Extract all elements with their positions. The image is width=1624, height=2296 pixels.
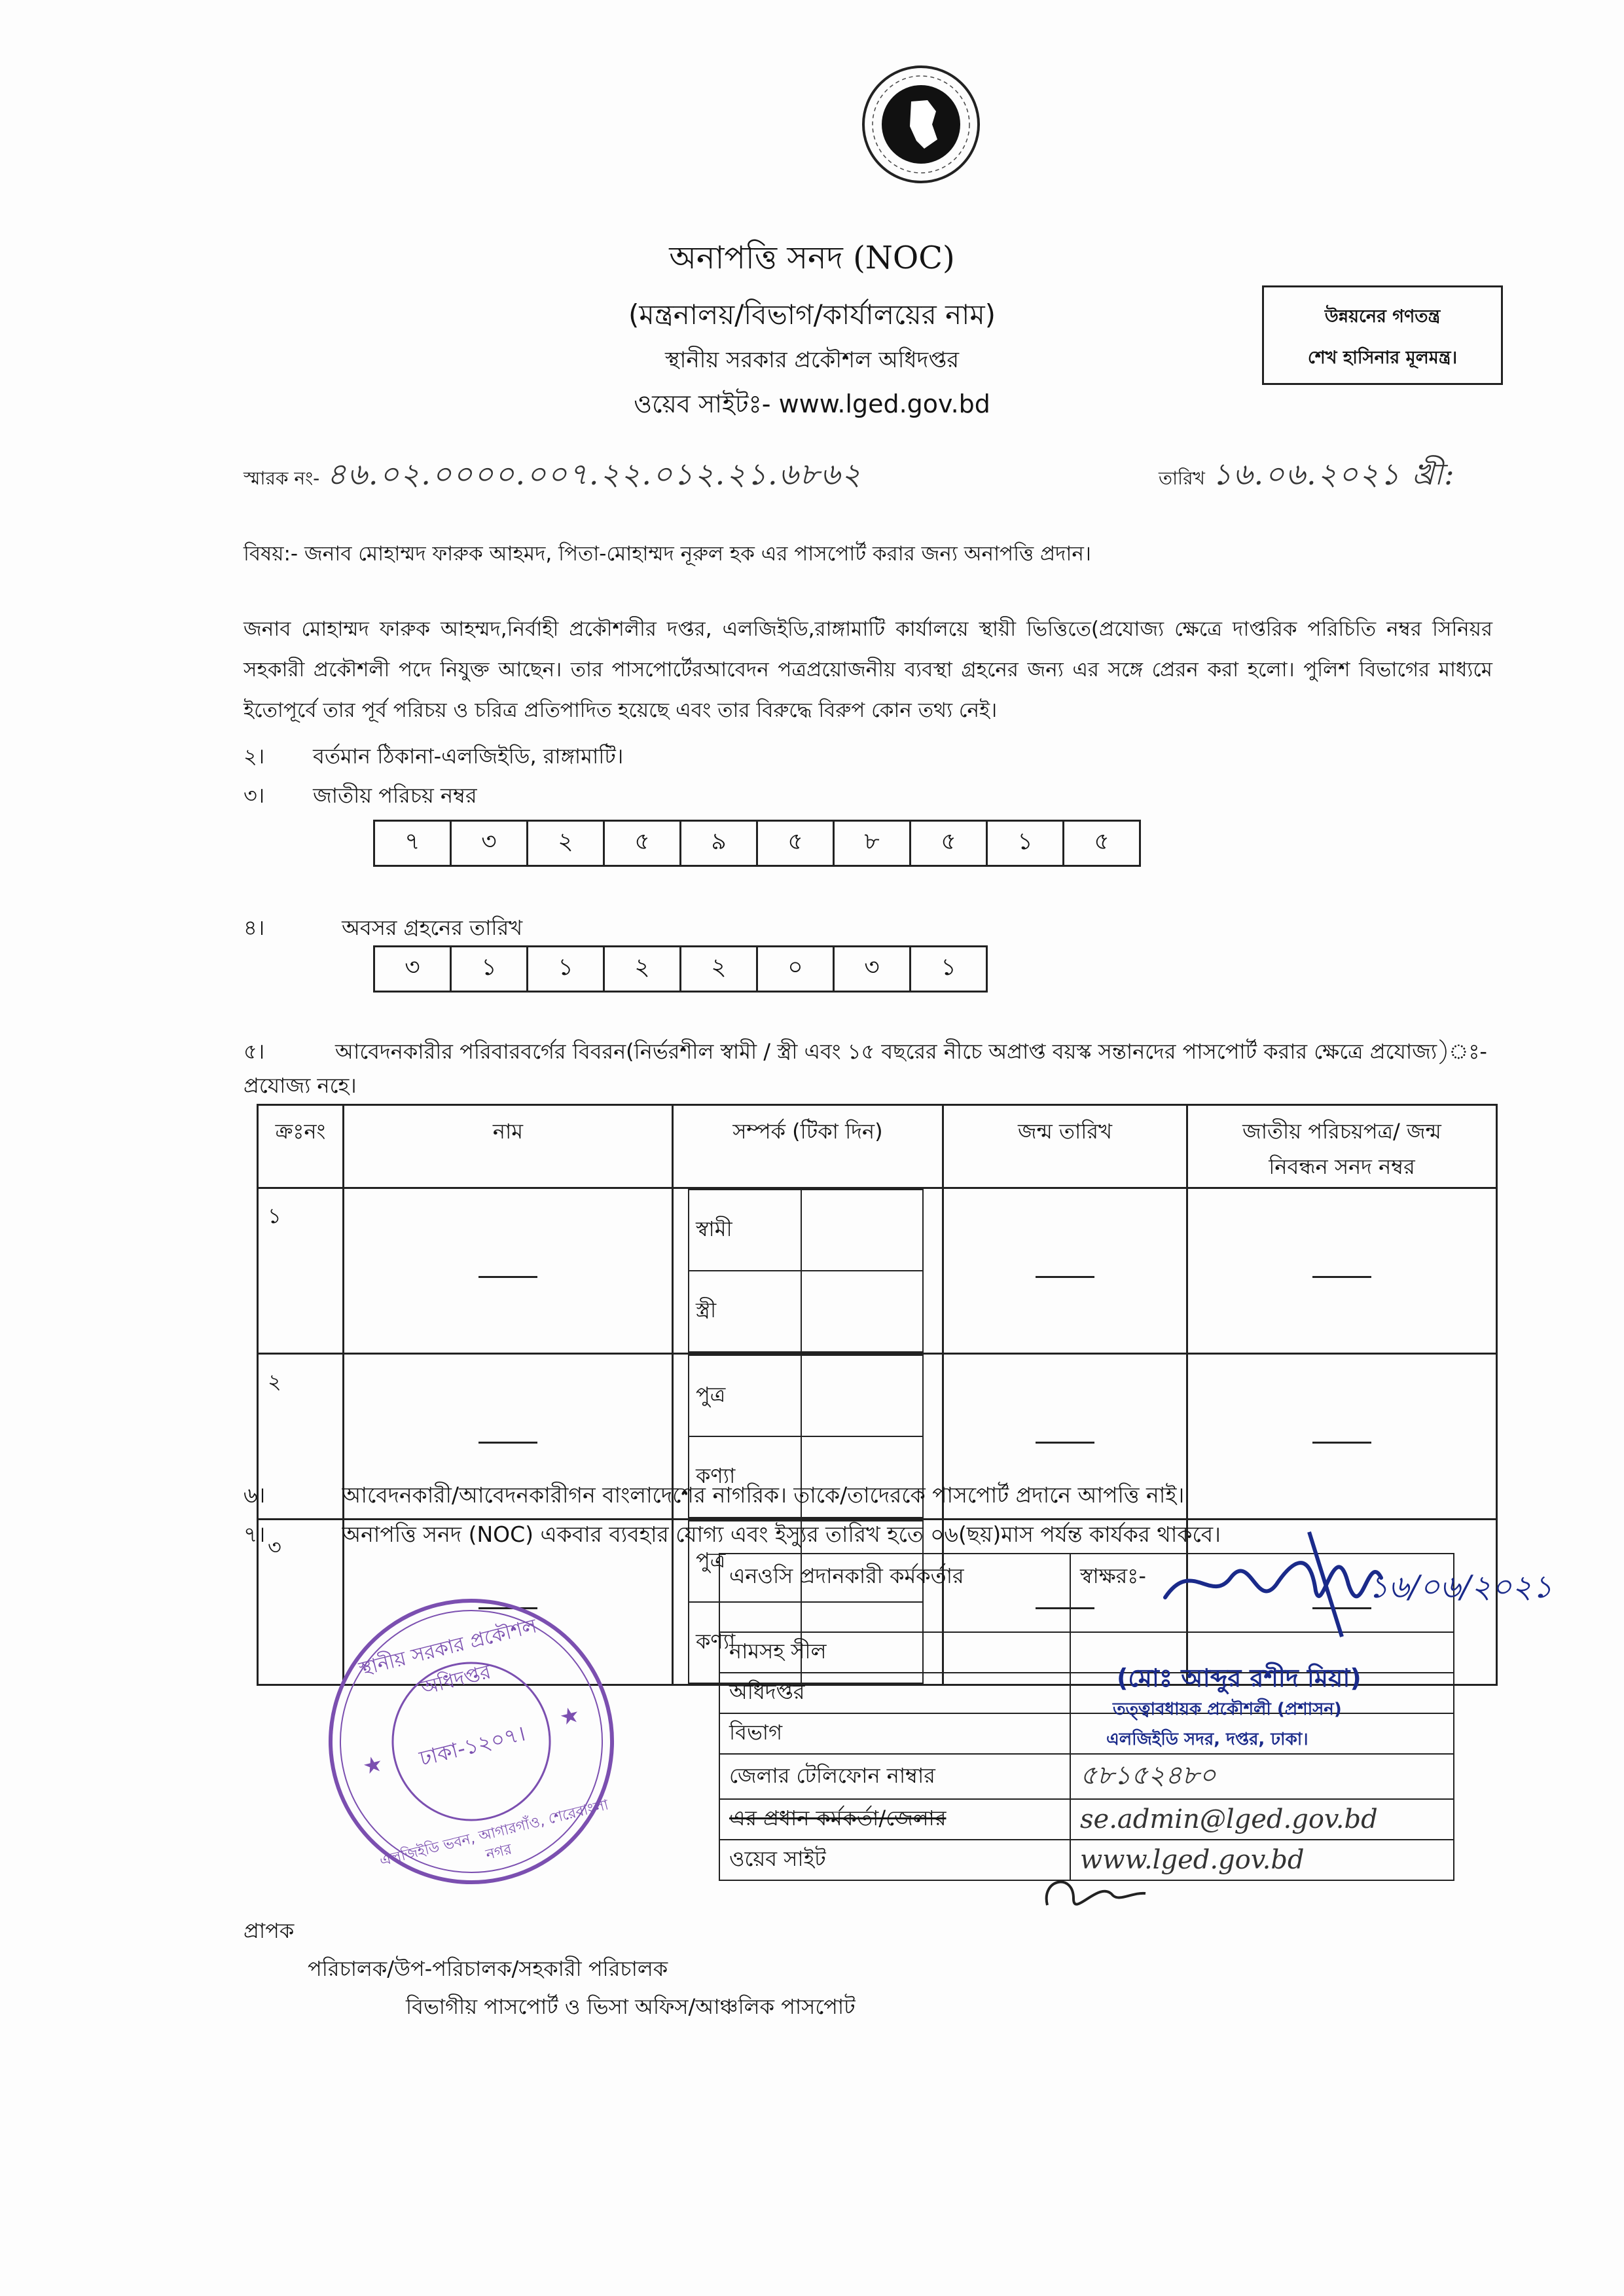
empty-dash xyxy=(1036,1442,1094,1444)
header-name: নাম xyxy=(344,1105,673,1188)
date-value: ১৬.০৬.২০২১ খ্রী: xyxy=(1212,456,1456,492)
page-title: অনাপত্তি সনদ (NOC) xyxy=(669,240,955,276)
nid-digit: ৮ xyxy=(834,821,911,866)
officer-label: জেলার টেলিফোন নাম্বার xyxy=(719,1754,1070,1799)
slogan-box xyxy=(1262,285,1503,385)
relation-option[interactable]: কণ্যা xyxy=(689,1602,801,1683)
family-row xyxy=(258,1188,1497,1354)
slogan-line-2: শেখ হাসিনার মূলমন্ত্র। xyxy=(1307,348,1458,368)
item-5 xyxy=(244,1034,1487,1102)
svg-text:★: ★ xyxy=(359,1750,386,1781)
subject-line: বিষয়:- জনাব মোহাম্মদ ফারুক আহমদ, পিতা-মোহাম্মদ নূরুল হক এর পাসপোর্ট করার জন্য অনাপত্তি প্রদান। xyxy=(244,542,1091,566)
row-serial: ২ xyxy=(258,1354,344,1520)
row-nid xyxy=(1187,1354,1497,1520)
officer-label: বিভাগ xyxy=(719,1713,1070,1754)
retirement-digit: ৩ xyxy=(374,947,451,992)
relation-tick-box[interactable] xyxy=(801,1355,923,1436)
relation-option[interactable]: স্বামী xyxy=(689,1190,801,1271)
item-7 xyxy=(244,1518,1221,1554)
relation-option[interactable]: পুত্র xyxy=(689,1521,801,1602)
officer-signature xyxy=(1152,1506,1578,1650)
item-6-number: ৬। xyxy=(244,1482,266,1508)
item-3 xyxy=(244,779,477,814)
item-2-text: বর্তমান ঠিকানা-এলজিইডি, রাঙ্গামাটি। xyxy=(313,744,624,769)
nid-digit: ২ xyxy=(528,821,604,866)
item-4 xyxy=(244,911,522,947)
officer-label: ওয়েব সাইট xyxy=(719,1840,1070,1880)
row-serial: ৩ xyxy=(258,1520,344,1685)
empty-dash xyxy=(1312,1276,1371,1278)
item-7-number: ৭। xyxy=(244,1522,266,1547)
nid-digit: ৫ xyxy=(1064,821,1140,866)
officer-label: অধিদপ্তর xyxy=(719,1673,1070,1713)
officer-phone: ৫৮১৫২৪৮০ xyxy=(1070,1754,1454,1799)
relation-option[interactable]: পুত্র xyxy=(689,1355,801,1436)
item-5-text: আবেদনকারীর পরিবারবর্গের বিবরন(নির্ভরশীল স্বামী / স্ত্রী এবং ১৫ বছরের নীচে অপ্রাপ্ত বয়স্ক সন্তানদের পাসপোর্ট করার ক্ষেত্রে প্রযোজ্য)ঃ- প্রযোজ্য নহে। xyxy=(244,1039,1487,1098)
row-name xyxy=(344,1188,673,1354)
nid-digit: ৫ xyxy=(604,821,681,866)
memo-label: স্মারক নং- xyxy=(244,467,320,489)
office-name: স্থানীয় সরকার প্রকৌশল অধিদপ্তর xyxy=(664,347,960,373)
row-nid xyxy=(1187,1188,1497,1354)
memo-line xyxy=(244,452,862,501)
retirement-digit: ৩ xyxy=(834,947,911,992)
recipient-line-2: বিভাগীয় পাসপোর্ট ও ভিসা অফিস/আঞ্চলিক পাসপোট xyxy=(406,1994,856,2019)
relation-option[interactable]: স্ত্রী xyxy=(689,1271,801,1352)
officer-row xyxy=(719,1799,1454,1840)
nid-digit: ১ xyxy=(987,821,1064,866)
nid-digit: ৫ xyxy=(757,821,834,866)
header-serial: ক্রঃনং xyxy=(258,1105,344,1188)
recipient-label: প্রাপক xyxy=(244,1918,295,1943)
officer-website: www.lged.gov.bd xyxy=(1070,1840,1454,1880)
header-relation: সম্পর্ক (টিকা দিন) xyxy=(673,1105,943,1188)
body-paragraph: জনাব মোহাম্মদ ফারুক আহম্মদ,নির্বাহী প্রকৌশলীর দপ্তর, এলজিইডি,রাঙ্গামাটি কার্যালয়ে স্থায়ী ভিত্তিতে(প্রযোজ্য ক্ষেত্রে দাপ্তরিক পরিচিতি নম্বর সিনিয়র সহকারী প্রকৌশলী পদে নিযুক্ত আছেন। তার পাসপোর্টেরআবেদন পত্রপ্রয়োজনীয় ব্যবস্থা গ্রহনের জন্য এর সঙ্গে প্রেরন করা হলো। পুলিশ বিভাগের মাধ্যমে ইতোপূর্বে তার পূর্ব পরিচয় ও চরিত্র প্রতিপাদিত হয়েছে এবং তার বিরুদ্ধে বিরুপ কোন তথ্য নেই। xyxy=(244,617,1492,722)
officer-value: স্বাক্ষরঃ- xyxy=(1070,1554,1454,1632)
empty-dash xyxy=(478,1442,537,1444)
officer-stamp-office: এলজিইডি সদর, দপ্তর, ঢাকা। xyxy=(1106,1730,1308,1749)
retirement-digit: ১ xyxy=(528,947,604,992)
initial-signature xyxy=(1034,1866,1152,1925)
date-line xyxy=(1159,452,1456,501)
empty-dash xyxy=(478,1276,537,1278)
retirement-digit: ০ xyxy=(757,947,834,992)
officer-email: se.admin@lged.gov.bd xyxy=(1070,1799,1454,1840)
item-6-text: আবেদনকারী/আবেদনকারীগন বাংলাদেশের নাগরিক। তাকে/তাদেরকে পাসপোর্ট প্রদানে আপত্তি নাই। xyxy=(342,1482,1185,1508)
family-table-header xyxy=(258,1105,1497,1188)
retirement-digit: ১ xyxy=(911,947,987,992)
retirement-digit: ২ xyxy=(604,947,681,992)
officer-row xyxy=(719,1754,1454,1799)
retirement-date-boxes xyxy=(373,945,988,993)
row-birth-date xyxy=(943,1188,1187,1354)
retirement-digit: ২ xyxy=(681,947,757,992)
seal-bottom-text: এলজিইডি ভবন, আগারগাঁও, শেরেবাংলা নগর xyxy=(378,1796,611,1870)
nid-digit: ৩ xyxy=(451,821,528,866)
row-relation xyxy=(673,1188,943,1354)
item-4-text: অবসর গ্রহনের তারিখ xyxy=(342,915,523,940)
item-6 xyxy=(244,1478,1184,1515)
svg-text:★: ★ xyxy=(556,1701,583,1732)
item-2-number: ২। xyxy=(244,744,265,769)
seal-center-text: ঢাকা-১২০৭। xyxy=(416,1721,528,1772)
item-3-number: ৩। xyxy=(244,783,265,808)
relation-tick-box[interactable] xyxy=(801,1190,923,1271)
item-5-number: ৫। xyxy=(244,1039,265,1064)
nid-digit: ৭ xyxy=(374,821,451,866)
empty-dash xyxy=(1312,1442,1371,1444)
officer-label: এর প্রধান কর্মকর্তা/জেলার xyxy=(719,1799,1070,1840)
website-line: ওয়েব সাইটঃ- www.lged.gov.bd xyxy=(634,390,990,418)
officer-row xyxy=(719,1713,1454,1754)
relation-option[interactable]: কণ্যা xyxy=(689,1436,801,1518)
officer-label: নামসহ সীল xyxy=(719,1632,1070,1673)
row-serial: ১ xyxy=(258,1188,344,1354)
item-3-text: জাতীয় পরিচয় নম্বর xyxy=(313,783,477,808)
officer-label: এনওসি প্রদানকারী কর্মকর্তার xyxy=(719,1554,1070,1632)
date-label: তারিখ xyxy=(1159,467,1205,489)
relation-tick-box[interactable] xyxy=(801,1271,923,1352)
relation-options xyxy=(688,1189,924,1353)
nid-digit: ৫ xyxy=(911,821,987,866)
ministry-line: (মন্ত্রনালয়/বিভাগ/কার্যালয়ের নাম) xyxy=(628,299,996,331)
header-nid: জাতীয় পরিচয়পত্র/ জন্ম নিবন্ধন সনদ নম্বর xyxy=(1187,1105,1497,1188)
header-birth-date: জন্ম তারিখ xyxy=(943,1105,1187,1188)
memo-number: ৪৬.০২.০০০০.০০৭.২২.০১২.২১.৬৮৬২ xyxy=(327,456,863,492)
nid-digit-boxes xyxy=(373,820,1141,867)
item-7-text: অনাপত্তি সনদ (NOC) একবার ব্যবহার যোগ্য এবং ইস্যুর তারিখ হতে ০৬(ছয়)মাস পর্যন্ত কার্যকর থাকবে। xyxy=(342,1522,1221,1547)
retirement-digit: ১ xyxy=(451,947,528,992)
signature-date: ১৬/০৬/২০২১ xyxy=(1368,1569,1553,1605)
item-2 xyxy=(244,740,623,775)
government-emblem xyxy=(859,62,983,187)
item-4-number: ৪। xyxy=(244,915,265,940)
seal-outer-text: স্থানীয় সরকার প্রকৌশল অধিদপ্তর xyxy=(356,1614,539,1700)
slogan-line-1: উন্নয়নের গণতন্ত্র xyxy=(1324,306,1441,327)
officer-stamp-name: (মোঃ আব্দুর রশীদ মিয়া) xyxy=(1117,1664,1362,1692)
nid-digit: ৯ xyxy=(681,821,757,866)
recipient-line-1: পরিচালক/উপ-পরিচালক/সহকারী পরিচালক xyxy=(308,1956,668,1981)
empty-dash xyxy=(1036,1276,1094,1278)
officer-stamp-designation: তত্ত্বাবধায়ক প্রকৌশলী (প্রশাসন) xyxy=(1113,1700,1342,1719)
